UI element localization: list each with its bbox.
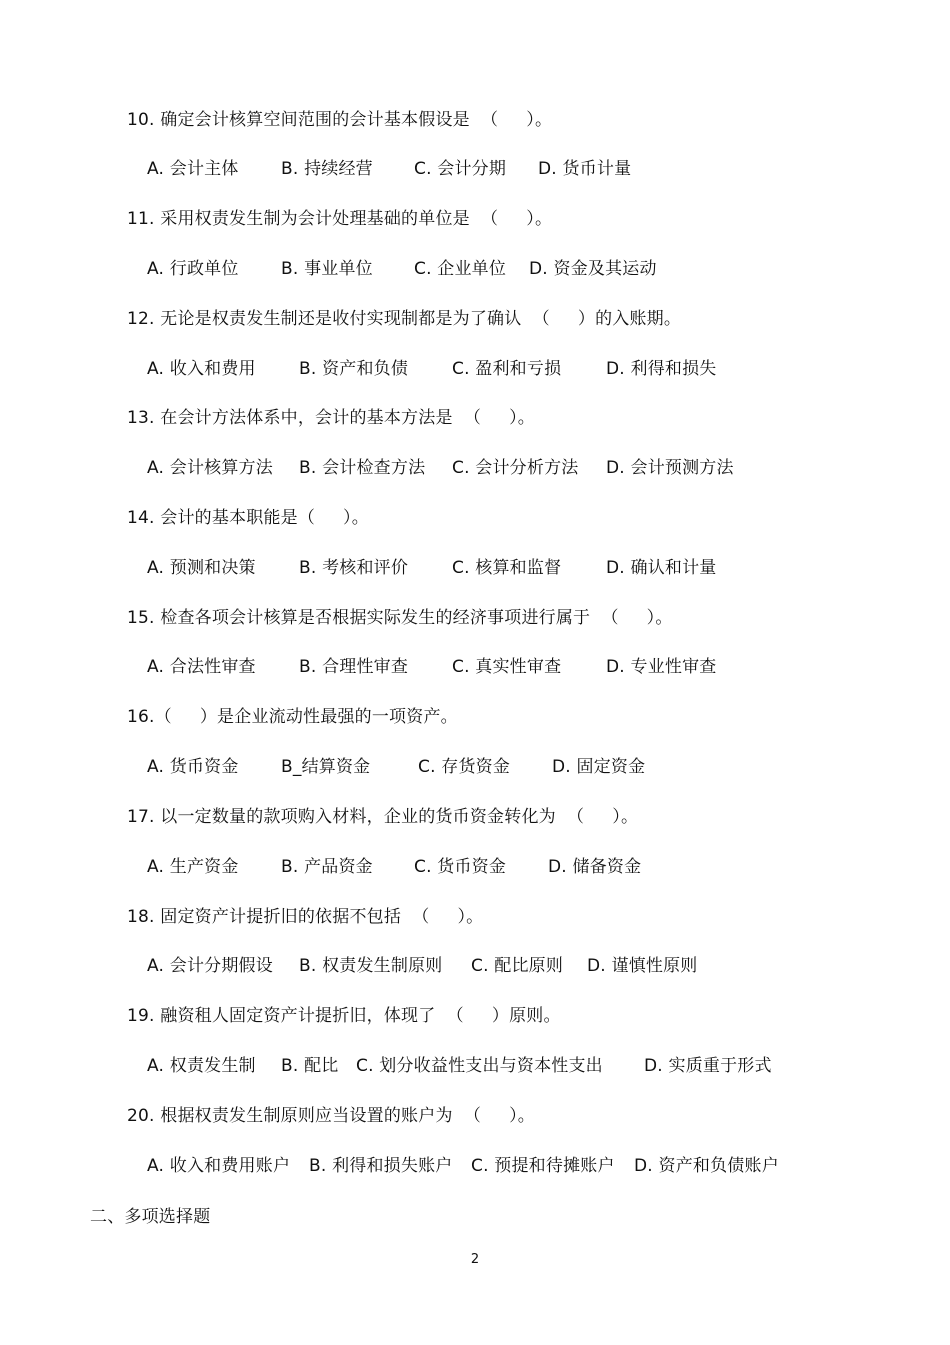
question-13-option-b: B. 会计检查方法 [299, 458, 426, 478]
question-19-option-c: C. 划分收益性支出与资本性支出 [356, 1056, 603, 1076]
question-12-option-d: D. 利得和损失 [606, 359, 717, 379]
question-13-stem: 13. 在会计方法体系中，会计的基本方法是 （ ）。 [127, 408, 535, 428]
question-10-stem: 10. 确定会计核算空间范围的会计基本假设是 （ ）。 [127, 110, 553, 130]
section-heading: 二、多项选择题 [90, 1207, 211, 1227]
question-18-stem: 18. 固定资产计提折旧的依据不包括 （ ）。 [127, 907, 484, 927]
question-12-option-b: B. 资产和负债 [299, 359, 409, 379]
page-number: 2 [470, 1252, 480, 1267]
question-18-option-a: A. 会计分期假设 [147, 956, 273, 976]
question-20-stem: 20. 根据权责发生制原则应当设置的账户为 （ ）。 [127, 1106, 535, 1126]
question-11-option-a: A. 行政单位 [147, 259, 239, 279]
question-11-stem: 11. 采用权责发生制为会计处理基础的单位是 （ ）。 [127, 209, 553, 229]
question-18-option-c: C. 配比原则 [471, 956, 564, 976]
question-14-option-a: A. 预测和决策 [147, 558, 256, 578]
question-19-option-d: D. 实质重于形式 [644, 1056, 772, 1076]
question-17-option-d: D. 储备资金 [548, 857, 642, 877]
question-20-option-d: D. 资产和负债账户 [634, 1156, 779, 1176]
question-12-stem: 12. 无论是权责发生制还是收付实现制都是为了确认 （ ）的入账期。 [127, 309, 682, 329]
question-17-option-a: A. 生产资金 [147, 857, 239, 877]
question-16-option-c: C. 存货资金 [418, 757, 511, 777]
question-20-option-a: A. 收入和费用账户 [147, 1156, 291, 1176]
question-11-option-d: D. 资金及其运动 [529, 259, 657, 279]
question-12-option-a: A. 收入和费用 [147, 359, 256, 379]
question-17-option-b: B. 产品资金 [281, 857, 373, 877]
question-15-option-c: C. 真实性审查 [452, 657, 562, 677]
question-13-option-a: A. 会计核算方法 [147, 458, 273, 478]
question-11-option-b: B. 事业单位 [281, 259, 373, 279]
question-16-stem: 16.（ ）是企业流动性最强的一项资产。 [127, 707, 458, 727]
question-16-option-b: B_结算资金 [281, 757, 371, 777]
question-14-option-c: C. 核算和监督 [452, 558, 562, 578]
question-12-option-c: C. 盈利和亏损 [452, 359, 562, 379]
question-18-option-b: B. 权责发生制原则 [299, 956, 443, 976]
question-14-option-d: D. 确认和计量 [606, 558, 717, 578]
question-10-option-a: A. 会计主体 [147, 159, 239, 179]
question-20-option-b: B. 利得和损失账户 [309, 1156, 453, 1176]
question-15-option-a: A. 合法性审查 [147, 657, 256, 677]
question-15-stem: 15. 检查各项会计核算是否根据实际发生的经济事项进行属于 （ ）。 [127, 608, 673, 628]
question-20-option-c: C. 预提和待摊账户 [471, 1156, 615, 1176]
question-10-option-c: C. 会计分期 [414, 159, 507, 179]
question-13-option-d: D. 会计预测方法 [606, 458, 734, 478]
question-10-option-d: D. 货币计量 [538, 159, 632, 179]
question-10-option-b: B. 持续经营 [281, 159, 373, 179]
question-15-option-d: D. 专业性审查 [606, 657, 717, 677]
question-17-stem: 17. 以一定数量的款项购入材料，企业的货币资金转化为 （ ）。 [127, 807, 639, 827]
question-16-option-d: D. 固定资金 [552, 757, 646, 777]
question-18-option-d: D. 谨慎性原则 [587, 956, 698, 976]
question-14-option-b: B. 考核和评价 [299, 558, 409, 578]
question-17-option-c: C. 货币资金 [414, 857, 507, 877]
question-19-option-b: B. 配比 [281, 1056, 339, 1076]
question-19-stem: 19. 融资租人固定资产计提折旧，体现了 （ ）原则。 [127, 1006, 561, 1026]
question-14-stem: 14. 会计的基本职能是（ ）。 [127, 508, 369, 528]
question-13-option-c: C. 会计分析方法 [452, 458, 579, 478]
question-11-option-c: C. 企业单位 [414, 259, 507, 279]
question-15-option-b: B. 合理性审查 [299, 657, 409, 677]
question-19-option-a: A. 权责发生制 [147, 1056, 256, 1076]
question-16-option-a: A. 货币资金 [147, 757, 239, 777]
